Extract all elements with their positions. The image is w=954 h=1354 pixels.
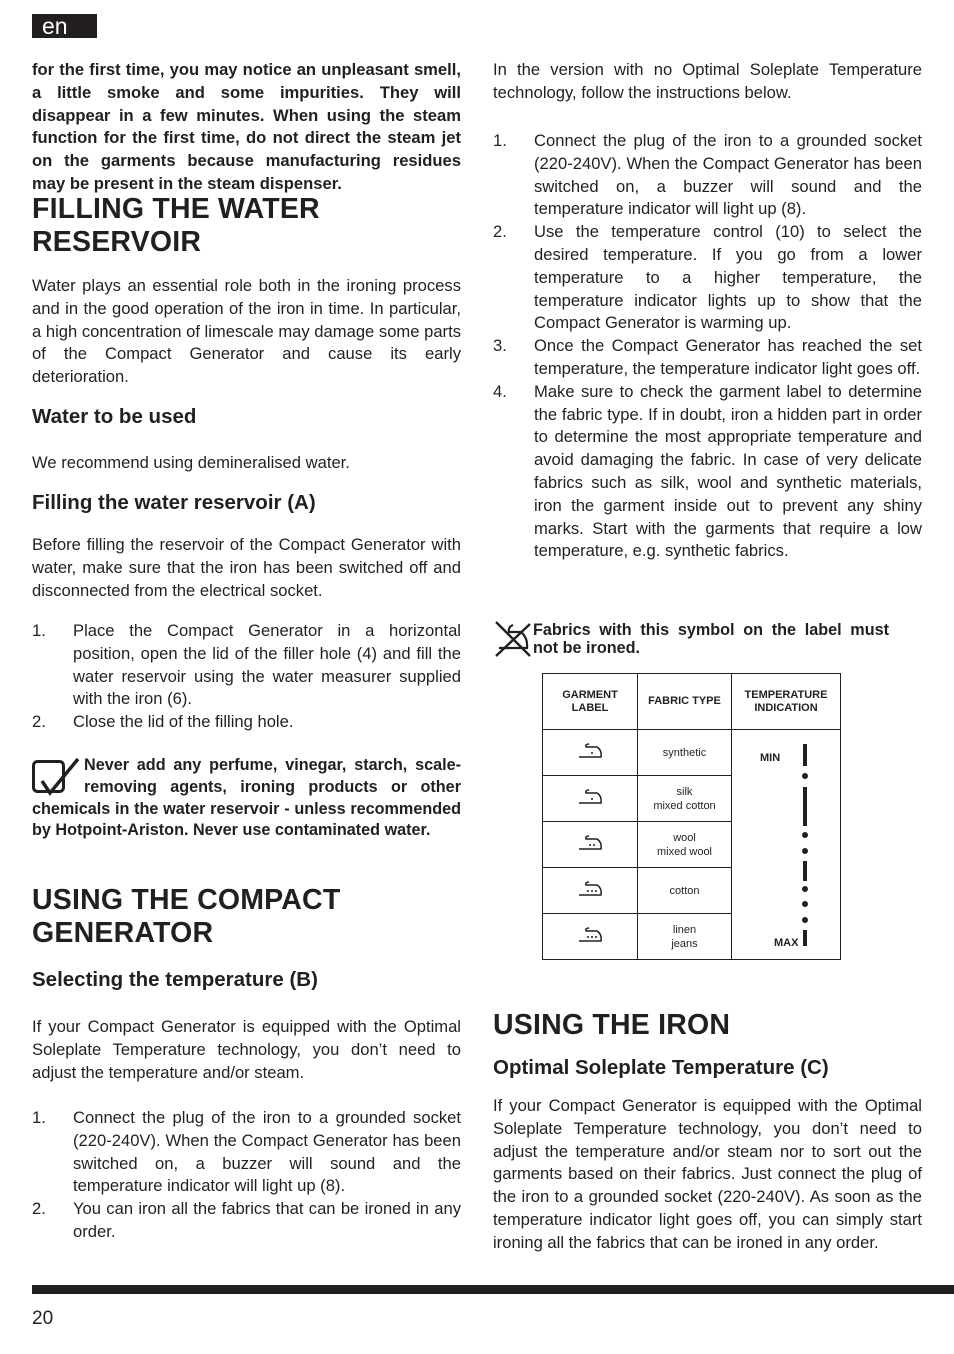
- scale-min-label: MIN: [760, 752, 781, 764]
- fabric-type-cell: synthetic: [638, 730, 732, 776]
- iron-one-dot-icon: [577, 743, 603, 759]
- temperature-heading: Selecting the temperature (B): [32, 968, 318, 991]
- garment-label-cell: [543, 776, 638, 822]
- filling-section-title: FILLING THE WATER RESERVOIR: [32, 193, 320, 258]
- temperature-text: If your Compact Generator is equipped with the Optimal Soleplate Temperature technology, you don’t need to adjust the temperature and/or steam.: [32, 1017, 461, 1082]
- garment-label-cell: [543, 822, 638, 868]
- water-text: We recommend using demineralised water.: [32, 453, 350, 472]
- temperature-table: [542, 673, 841, 960]
- language-tab: en: [32, 14, 97, 38]
- caution-note: [32, 755, 461, 842]
- list-item: 2. Use the temperature control (10) to select the desired temperature. If you go from a lower temperature to a higher temperature, the temperature indicator lights up to show that the Compact Generator is warming up.: [493, 222, 922, 333]
- water-heading: Water to be used: [32, 405, 197, 428]
- do-not-iron-icon: [493, 618, 533, 658]
- instruction-steps: [493, 130, 922, 563]
- iron-three-dots-icon: [577, 881, 603, 897]
- list-item: 3. Once the Compact Generator has reached the set temperature, the temperature indicator light goes off.: [493, 336, 922, 378]
- page-number: 20: [32, 1308, 54, 1329]
- temperature-steps: [32, 1107, 461, 1244]
- list-item: 1. Connect the plug of the iron to a grounded socket (220-240V). When the Compact Generator has been switched on, a buzzer will sound and the temperature indicator will light up (8).: [493, 131, 922, 219]
- optimal-text: If your Compact Generator is equipped with the Optimal Soleplate Temperature technology, you don’t need to adjust the temperature and/or steam nor to sort out the garments based on their fabrics. Just connect the plug of the iron to a grounded socket (220-240V). As soon as the temperature indicator light goes off, you can simply start ironing all the fabrics that can be ironed in any order.: [493, 1096, 922, 1252]
- intro-warning-text: for the first time, you may notice an unpleasant smell, a little smoke and some impurities. They will disappear in a few minutes. When using the steam function for the first time, do not direct the steam jet on the garments because manufacturing residues may be present in the steam dispenser.: [32, 60, 461, 193]
- list-item: 1. Connect the plug of the iron to a grounded socket (220-240V). When the Compact Generator has been switched on, a buzzer will sound and the temperature indicator will light up (8).: [32, 1108, 461, 1196]
- fabric-type-cell: silk mixed cotton: [638, 776, 732, 822]
- list-item: 2. Close the lid of the filling hole.: [32, 712, 294, 732]
- garment-label-cell: [543, 914, 638, 960]
- header-garment-label: GARMENT LABEL: [543, 674, 638, 730]
- list-item: 1. Place the Compact Generator in a horizontal position, open the lid of the filler hole (4) and fill the water reservoir using the water measurer supplied with the iron (6).: [32, 621, 461, 709]
- warning-text: Fabrics with this symbol on the label must not be ironed.: [533, 621, 889, 657]
- iron-two-dots-icon: [577, 835, 603, 851]
- filling-intro-text: Water plays an essential role both in the ironing process and in the good operation of the iron in time. In particular, a high concentration of limescale may damage some parts of the Compact Generator and cause its early deterioration.: [32, 276, 461, 387]
- table-header-row: [543, 674, 841, 730]
- right-intro-text: In the version with no Optimal Soleplate Temperature technology, follow the instructions below.: [493, 60, 922, 102]
- garment-label-cell: [543, 730, 638, 776]
- iron-three-dots-icon: [577, 927, 603, 943]
- reservoir-heading: Filling the water reservoir (A): [32, 491, 316, 514]
- table-row: [543, 730, 841, 776]
- footer-divider: [32, 1285, 954, 1294]
- optimal-heading: Optimal Soleplate Temperature (C): [493, 1056, 829, 1079]
- checkmark-box-icon: [32, 757, 80, 797]
- reservoir-text: Before filling the reservoir of the Compact Generator with water, make sure that the iron has been switched off and disconnected from the electrical socket.: [32, 535, 461, 600]
- using-generator-title: USING THE COMPACT GENERATOR: [32, 884, 341, 949]
- iron-one-dot-icon: [577, 789, 603, 805]
- garment-label-cell: [543, 868, 638, 914]
- list-item: 2. You can iron all the fabrics that can be ironed in any order.: [32, 1199, 461, 1241]
- temperature-scale: [732, 732, 840, 957]
- fabric-type-cell: wool mixed wool: [638, 822, 732, 868]
- header-temperature-indication: TEMPERATURE INDICATION: [732, 674, 841, 730]
- caution-note-text: Never add any perfume, vinegar, starch, scale-removing agents, ironing products or other chemicals in the water reservoir - unless recommended by Hotpoint-Ariston. Never use contaminated water.: [32, 756, 461, 840]
- temperature-scale-cell: [732, 730, 841, 960]
- fabric-type-cell: cotton: [638, 868, 732, 914]
- scale-max-label: MAX: [774, 937, 799, 949]
- fabric-type-cell: linen jeans: [638, 914, 732, 960]
- reservoir-steps: [32, 620, 461, 734]
- header-fabric-type: FABRIC TYPE: [638, 674, 732, 730]
- using-iron-title: USING THE IRON: [493, 1009, 731, 1041]
- list-item: 4. Make sure to check the garment label to determine the fabric type. If in doubt, iron a hidden part in order to determine the most appropriate temperature and avoid damaging the fabric. In case of very delicate fabrics such as silk, wool and synthetic materials, iron the garment inside out to prevent any shiny marks. Start with the garments that require a low temperature, e.g. synthetic fabrics.: [493, 381, 922, 561]
